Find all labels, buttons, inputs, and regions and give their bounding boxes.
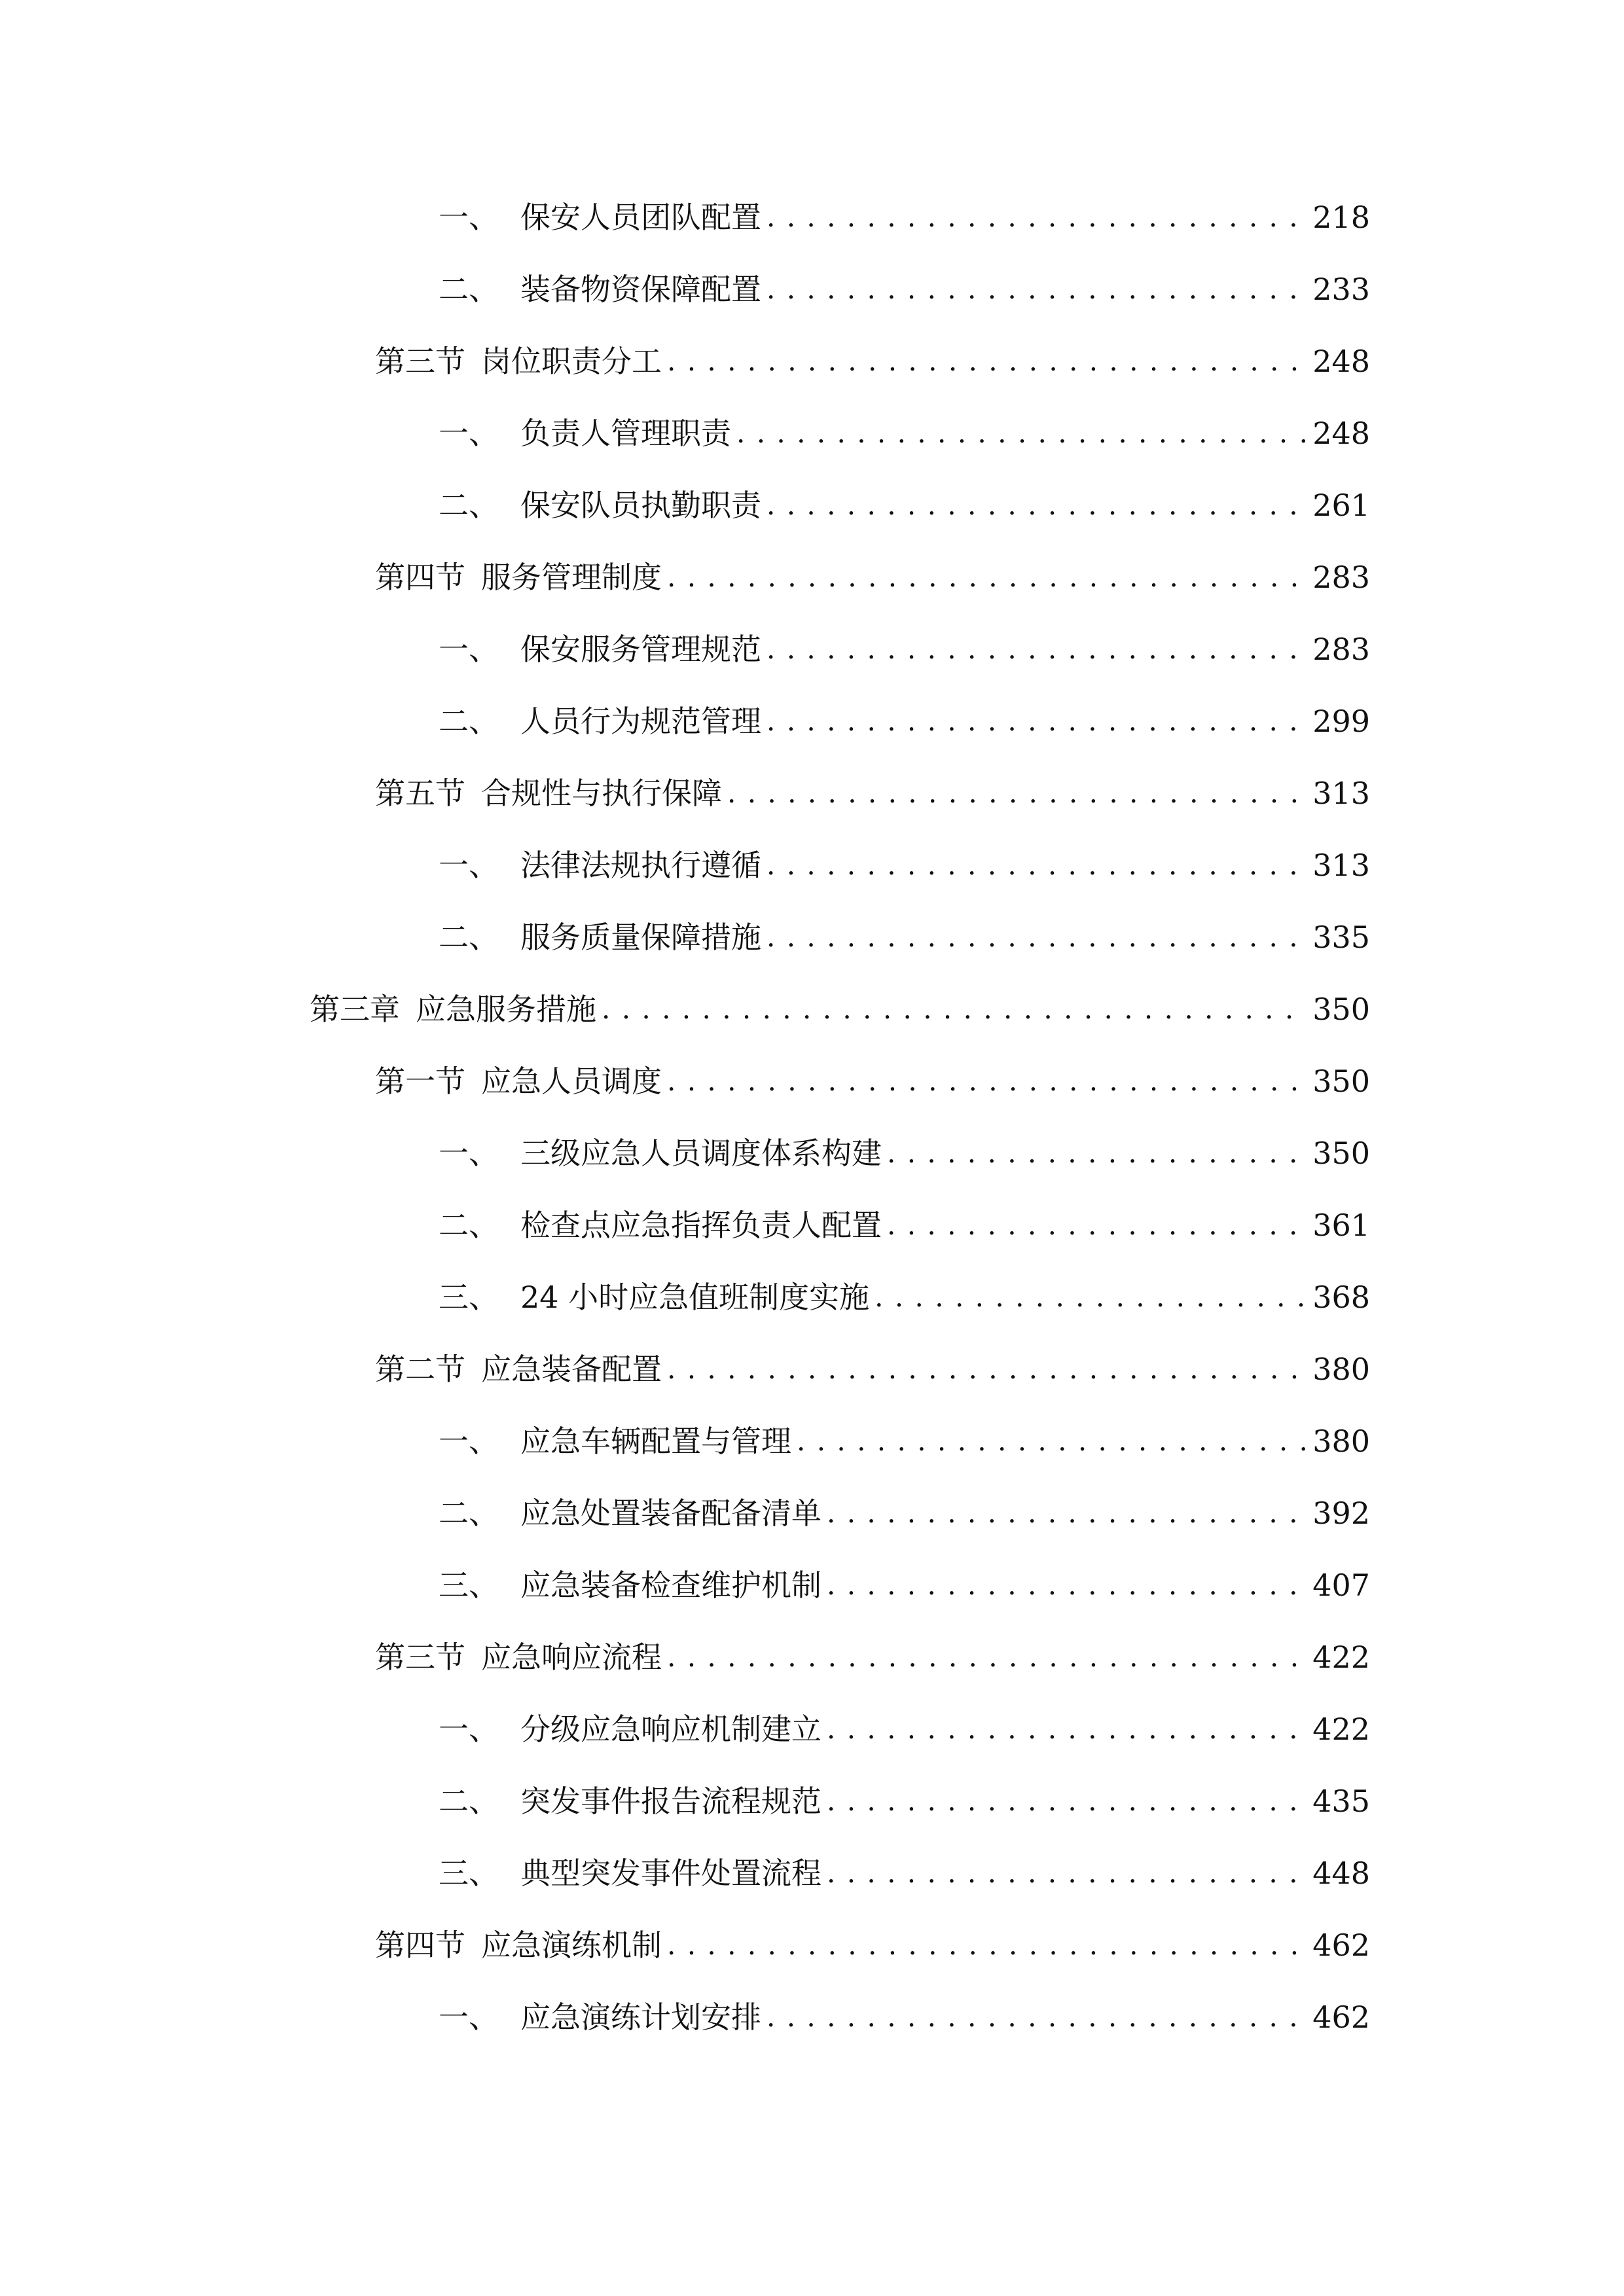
toc-entry-page: 462 bbox=[1312, 1928, 1370, 1963]
dot-leader bbox=[602, 983, 1306, 1035]
toc-entry-number: 一、 bbox=[439, 848, 499, 883]
toc-entry-title: 保安服务管理规范 bbox=[520, 632, 761, 667]
dot-leader bbox=[667, 1055, 1306, 1107]
toc-entry-title: 应急演练计划安排 bbox=[520, 2000, 761, 2035]
toc-entry-number: 一、 bbox=[439, 1136, 499, 1171]
toc-entry-number: 一、 bbox=[439, 416, 499, 451]
toc-entry-page: 233 bbox=[1312, 272, 1370, 307]
toc-entry[interactable] bbox=[439, 1487, 1370, 1539]
dot-leader bbox=[827, 1559, 1306, 1611]
toc-entry-page: 350 bbox=[1312, 992, 1370, 1027]
dot-leader bbox=[875, 1271, 1306, 1323]
dot-leader bbox=[767, 911, 1306, 963]
toc-entry[interactable] bbox=[439, 695, 1370, 747]
dot-leader bbox=[887, 1199, 1306, 1251]
dot-leader bbox=[667, 551, 1306, 603]
toc-entry[interactable] bbox=[439, 1991, 1370, 2043]
toc-entry-title: 应急装备配置 bbox=[481, 1352, 662, 1387]
toc-entry-title: 应急人员调度 bbox=[481, 1064, 662, 1099]
toc-entry-number: 二、 bbox=[439, 272, 499, 307]
toc-entry-title: 应急演练机制 bbox=[481, 1928, 662, 1963]
toc-entry-number: 第三节 bbox=[375, 1640, 465, 1675]
toc-entry-title: 应急处置装备配备清单 bbox=[520, 1496, 821, 1531]
toc-entry-number: 二、 bbox=[439, 1784, 499, 1819]
toc-entry-page: 248 bbox=[1312, 416, 1370, 451]
toc-entry-page: 313 bbox=[1312, 848, 1370, 883]
dot-leader bbox=[827, 1775, 1306, 1827]
toc-entry[interactable] bbox=[439, 623, 1370, 675]
toc-entry[interactable] bbox=[375, 1919, 1370, 1971]
toc-entry-title: 装备物资保障配置 bbox=[520, 272, 761, 307]
dot-leader bbox=[767, 695, 1306, 747]
toc-entry-page: 368 bbox=[1312, 1280, 1370, 1315]
toc-entry-page: 462 bbox=[1312, 2000, 1370, 2035]
dot-leader bbox=[667, 1343, 1306, 1395]
toc-entry[interactable] bbox=[375, 1343, 1370, 1395]
dot-leader bbox=[887, 1127, 1306, 1179]
toc-entry-page: 261 bbox=[1312, 488, 1370, 523]
dot-leader bbox=[797, 1415, 1306, 1467]
toc-entry-number: 第四节 bbox=[375, 1928, 465, 1963]
toc-entry-title: 应急装备检查维护机制 bbox=[520, 1568, 821, 1603]
toc-entry-title: 岗位职责分工 bbox=[481, 344, 662, 379]
toc-entry-page: 435 bbox=[1312, 1784, 1370, 1819]
toc-entry[interactable] bbox=[439, 1271, 1370, 1323]
dot-leader bbox=[667, 1919, 1306, 1971]
toc-entry-page: 422 bbox=[1312, 1640, 1370, 1675]
toc-entry[interactable] bbox=[375, 335, 1370, 387]
toc-entry-number: 一、 bbox=[439, 200, 499, 235]
toc-entry-title: 人员行为规范管理 bbox=[520, 704, 761, 739]
toc-entry[interactable] bbox=[375, 1631, 1370, 1683]
dot-leader bbox=[667, 335, 1306, 387]
dot-leader bbox=[827, 1487, 1306, 1539]
toc-entry-number: 二、 bbox=[439, 1208, 499, 1243]
toc-entry-number: 二、 bbox=[439, 704, 499, 739]
toc-entry[interactable] bbox=[439, 839, 1370, 891]
toc-entry[interactable] bbox=[375, 767, 1370, 819]
toc-entry-number: 二、 bbox=[439, 1496, 499, 1531]
toc-entry-title: 服务质量保障措施 bbox=[520, 920, 761, 955]
toc-entry-number: 二、 bbox=[439, 920, 499, 955]
toc-entry-page: 380 bbox=[1312, 1424, 1370, 1459]
toc-entry-title: 分级应急响应机制建立 bbox=[520, 1712, 821, 1747]
toc-entry-title: 三级应急人员调度体系构建 bbox=[520, 1136, 882, 1171]
toc-entry-page: 361 bbox=[1312, 1208, 1370, 1243]
toc-entry[interactable] bbox=[439, 1415, 1370, 1467]
toc-entry[interactable] bbox=[439, 1199, 1370, 1251]
toc-entry-page: 335 bbox=[1312, 920, 1370, 955]
toc-entry-title: 检查点应急指挥负责人配置 bbox=[520, 1208, 882, 1243]
toc-entry[interactable] bbox=[439, 1559, 1370, 1611]
toc-entry-page: 392 bbox=[1312, 1496, 1370, 1531]
toc-entry[interactable] bbox=[439, 407, 1370, 459]
toc-entry[interactable] bbox=[375, 1055, 1370, 1107]
toc-entry-number: 第三节 bbox=[375, 344, 465, 379]
toc-entry[interactable] bbox=[310, 983, 1370, 1035]
toc-entry-number: 第二节 bbox=[375, 1352, 465, 1387]
toc-entry[interactable] bbox=[439, 1703, 1370, 1755]
toc-entry-number: 第五节 bbox=[375, 776, 465, 811]
toc-entry[interactable] bbox=[439, 479, 1370, 531]
toc-entry-title: 服务管理制度 bbox=[481, 560, 662, 595]
dot-leader bbox=[827, 1847, 1306, 1899]
toc-entry-page: 218 bbox=[1312, 200, 1370, 235]
toc-entry[interactable] bbox=[439, 191, 1370, 243]
dot-leader bbox=[767, 479, 1306, 531]
toc-entry-number: 一、 bbox=[439, 1712, 499, 1747]
toc-entry-title: 保安队员执勤职责 bbox=[520, 488, 761, 523]
toc-entry-number: 一、 bbox=[439, 632, 499, 667]
toc-entry-number: 一、 bbox=[439, 1424, 499, 1459]
toc-entry-title: 应急服务措施 bbox=[416, 992, 596, 1027]
dot-leader bbox=[767, 263, 1306, 315]
toc-entry-page: 248 bbox=[1312, 344, 1370, 379]
toc-entry-title: 法律法规执行遵循 bbox=[520, 848, 761, 883]
toc-entry-title: 保安人员团队配置 bbox=[520, 200, 761, 235]
toc-entry-page: 380 bbox=[1312, 1352, 1370, 1387]
dot-leader bbox=[827, 1703, 1306, 1755]
toc-entry-page: 313 bbox=[1312, 776, 1370, 811]
toc-entry[interactable] bbox=[439, 263, 1370, 315]
toc-entry-title: 应急响应流程 bbox=[481, 1640, 662, 1675]
toc-entry-page: 350 bbox=[1312, 1064, 1370, 1099]
toc-entry[interactable] bbox=[439, 1775, 1370, 1827]
dot-leader bbox=[667, 1631, 1306, 1683]
toc-entry-page: 407 bbox=[1312, 1568, 1370, 1603]
toc-entry-number: 一、 bbox=[439, 2000, 499, 2035]
toc-entry-title: 突发事件报告流程规范 bbox=[520, 1784, 821, 1819]
toc-entry-page: 299 bbox=[1312, 704, 1370, 739]
toc-entry-page: 283 bbox=[1312, 632, 1370, 667]
toc-entry-title: 应急车辆配置与管理 bbox=[520, 1424, 791, 1459]
toc-entry-page: 350 bbox=[1312, 1136, 1370, 1171]
toc-entry-page: 448 bbox=[1312, 1856, 1370, 1891]
toc-entry-title: 合规性与执行保障 bbox=[481, 776, 722, 811]
toc-entry-number: 二、 bbox=[439, 488, 499, 523]
toc-entry-number: 第四节 bbox=[375, 560, 465, 595]
dot-leader bbox=[767, 191, 1306, 243]
toc-entry-title: 典型突发事件处置流程 bbox=[520, 1856, 821, 1891]
toc-entry-page: 422 bbox=[1312, 1712, 1370, 1747]
dot-leader bbox=[767, 839, 1306, 891]
toc-entry-title: 24 小时应急值班制度实施 bbox=[520, 1280, 870, 1315]
dot-leader bbox=[736, 407, 1306, 459]
toc-entry-number: 三、 bbox=[439, 1568, 499, 1603]
toc-entry-title: 负责人管理职责 bbox=[520, 416, 731, 451]
toc-entry-number: 第三章 bbox=[310, 992, 400, 1027]
toc-entry-number: 第一节 bbox=[375, 1064, 465, 1099]
toc-entry[interactable] bbox=[375, 551, 1370, 603]
toc-entry[interactable] bbox=[439, 911, 1370, 963]
toc-entry[interactable] bbox=[439, 1127, 1370, 1179]
toc-entry-page: 283 bbox=[1312, 560, 1370, 595]
dot-leader bbox=[767, 623, 1306, 675]
toc-entry-number: 三、 bbox=[439, 1280, 499, 1315]
toc-entry[interactable] bbox=[439, 1847, 1370, 1899]
toc-entry-number: 三、 bbox=[439, 1856, 499, 1891]
dot-leader bbox=[727, 767, 1306, 819]
dot-leader bbox=[767, 1991, 1306, 2043]
